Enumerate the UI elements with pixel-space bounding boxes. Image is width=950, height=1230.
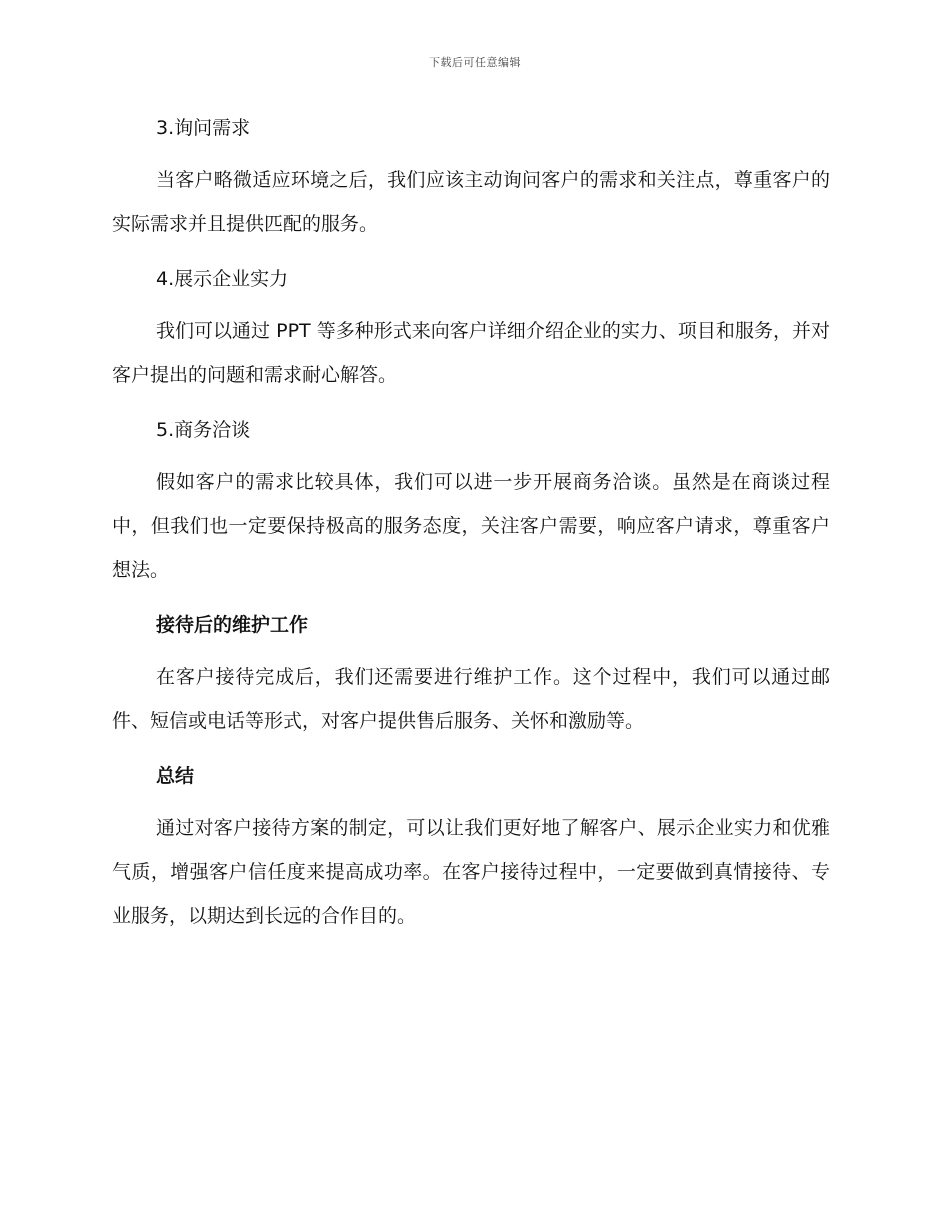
section-heading-business-talk: 5.商务洽谈 bbox=[156, 419, 251, 441]
section-heading-ask-needs: 3.询问需求 bbox=[156, 117, 251, 139]
document-body bbox=[112, 110, 830, 953]
section-heading-maintenance: 接待后的维护工作 bbox=[156, 614, 309, 636]
section-text-summary: 通过对客户接待方案的制定，可以让我们更好地了解客户、展示企业实力和优雅气质，增强客户信任度来提高成功率。在客户接待过程中，一定要做到真情接待、专业服务，以期达到长远的合作目的。 bbox=[112, 817, 830, 927]
section-text-show-strength: 我们可以通过 PPT 等多种形式来向客户详细介绍企业的实力、项目和服务，并对客户提出的问题和需求耐心解答。 bbox=[112, 320, 830, 386]
section-text-business-talk: 假如客户的需求比较具体，我们可以进一步开展商务洽谈。虽然是在商谈过程中，但我们也一定要保持极高的服务态度，关注客户需要，响应客户请求，尊重客户想法。 bbox=[112, 471, 830, 581]
header-note: 下载后可任意编辑 bbox=[429, 56, 521, 69]
section-heading-summary: 总结 bbox=[156, 765, 195, 787]
section-text-ask-needs: 当客户略微适应环境之后，我们应该主动询问客户的需求和关注点，尊重客户的实际需求并且提供匹配的服务。 bbox=[112, 169, 830, 235]
section-text-maintenance: 在客户接待完成后，我们还需要进行维护工作。这个过程中，我们可以通过邮件、短信或电话等形式，对客户提供售后服务、关怀和激励等。 bbox=[112, 666, 830, 732]
section-heading-show-strength: 4.展示企业实力 bbox=[156, 268, 289, 290]
